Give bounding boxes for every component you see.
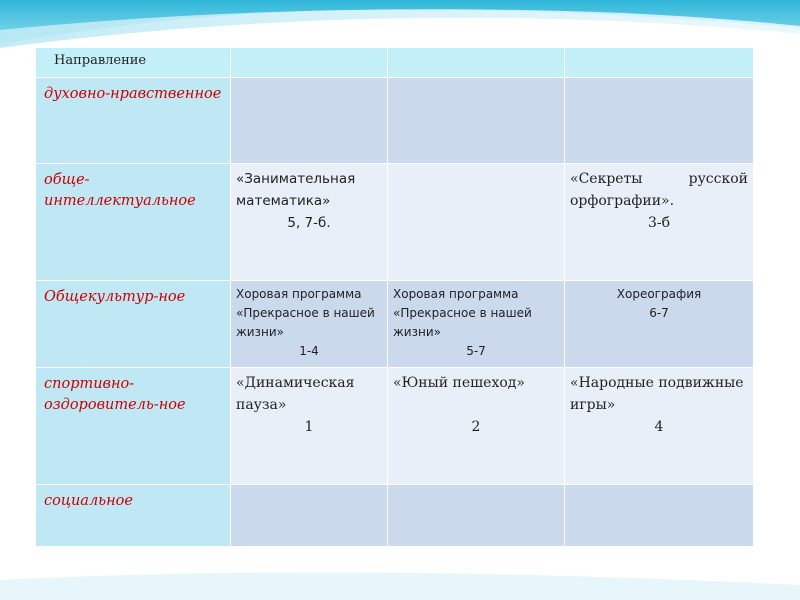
program-grade: 3-б: [647, 215, 671, 231]
extracurricular-table: [35, 47, 754, 547]
program-grade: 5-7: [466, 344, 486, 358]
program-title: «Секреты русской орфографии».: [570, 171, 748, 209]
table-cell-empty: [565, 78, 754, 164]
header-direction: Направление: [36, 48, 231, 78]
direction-cell: духовно-нравственное: [36, 78, 231, 164]
table-cell: [565, 281, 754, 368]
table-cell-empty: [231, 78, 388, 164]
program-title: Хоровая программа «Прекрасное в нашей жизни»: [236, 287, 375, 339]
direction-cell: социальное: [36, 485, 231, 547]
direction-cell: обще-интеллектуальное: [36, 164, 231, 281]
table-cell-empty: [388, 164, 565, 281]
program-title: Хореография: [616, 287, 702, 301]
program-title: Хоровая программа «Прекрасное в нашей жизни»: [393, 287, 532, 339]
program-grade: 6-7: [649, 306, 669, 320]
table-cell: [565, 368, 754, 485]
table-cell: [231, 281, 388, 368]
table-cell: [388, 368, 565, 485]
program-title: «Юный пешеход»: [393, 375, 525, 391]
program-title: «Динамическая пауза»: [236, 375, 355, 413]
table-cell: [231, 164, 388, 281]
table-cell-empty: [231, 485, 388, 547]
table-cell-empty: [388, 485, 565, 547]
header-cell-3: [565, 48, 754, 78]
program-grade: 1: [304, 419, 314, 435]
program-title: «Народные подвижные игры»: [570, 375, 744, 413]
program-grade: 2: [471, 419, 481, 435]
table-cell: [388, 281, 565, 368]
program-grade: 1-4: [299, 344, 319, 358]
program-grade: 4: [654, 419, 664, 435]
header-row: [36, 48, 754, 78]
program-title: «Занимательная математика»: [236, 171, 356, 209]
table-row: [36, 281, 754, 368]
table-cell-empty: [388, 78, 565, 164]
table-row: [36, 368, 754, 485]
direction-cell: спортивно-оздоровитель-ное: [36, 368, 231, 485]
header-cell-1: [231, 48, 388, 78]
direction-cell: Общекультур-ное: [36, 281, 231, 368]
program-grade: 5, 7-б.: [287, 215, 331, 231]
table-row: [36, 485, 754, 547]
table-cell: [565, 164, 754, 281]
table-row: [36, 78, 754, 164]
table-row: [36, 164, 754, 281]
header-cell-2: [388, 48, 565, 78]
table-cell: [231, 368, 388, 485]
table-cell-empty: [565, 485, 754, 547]
